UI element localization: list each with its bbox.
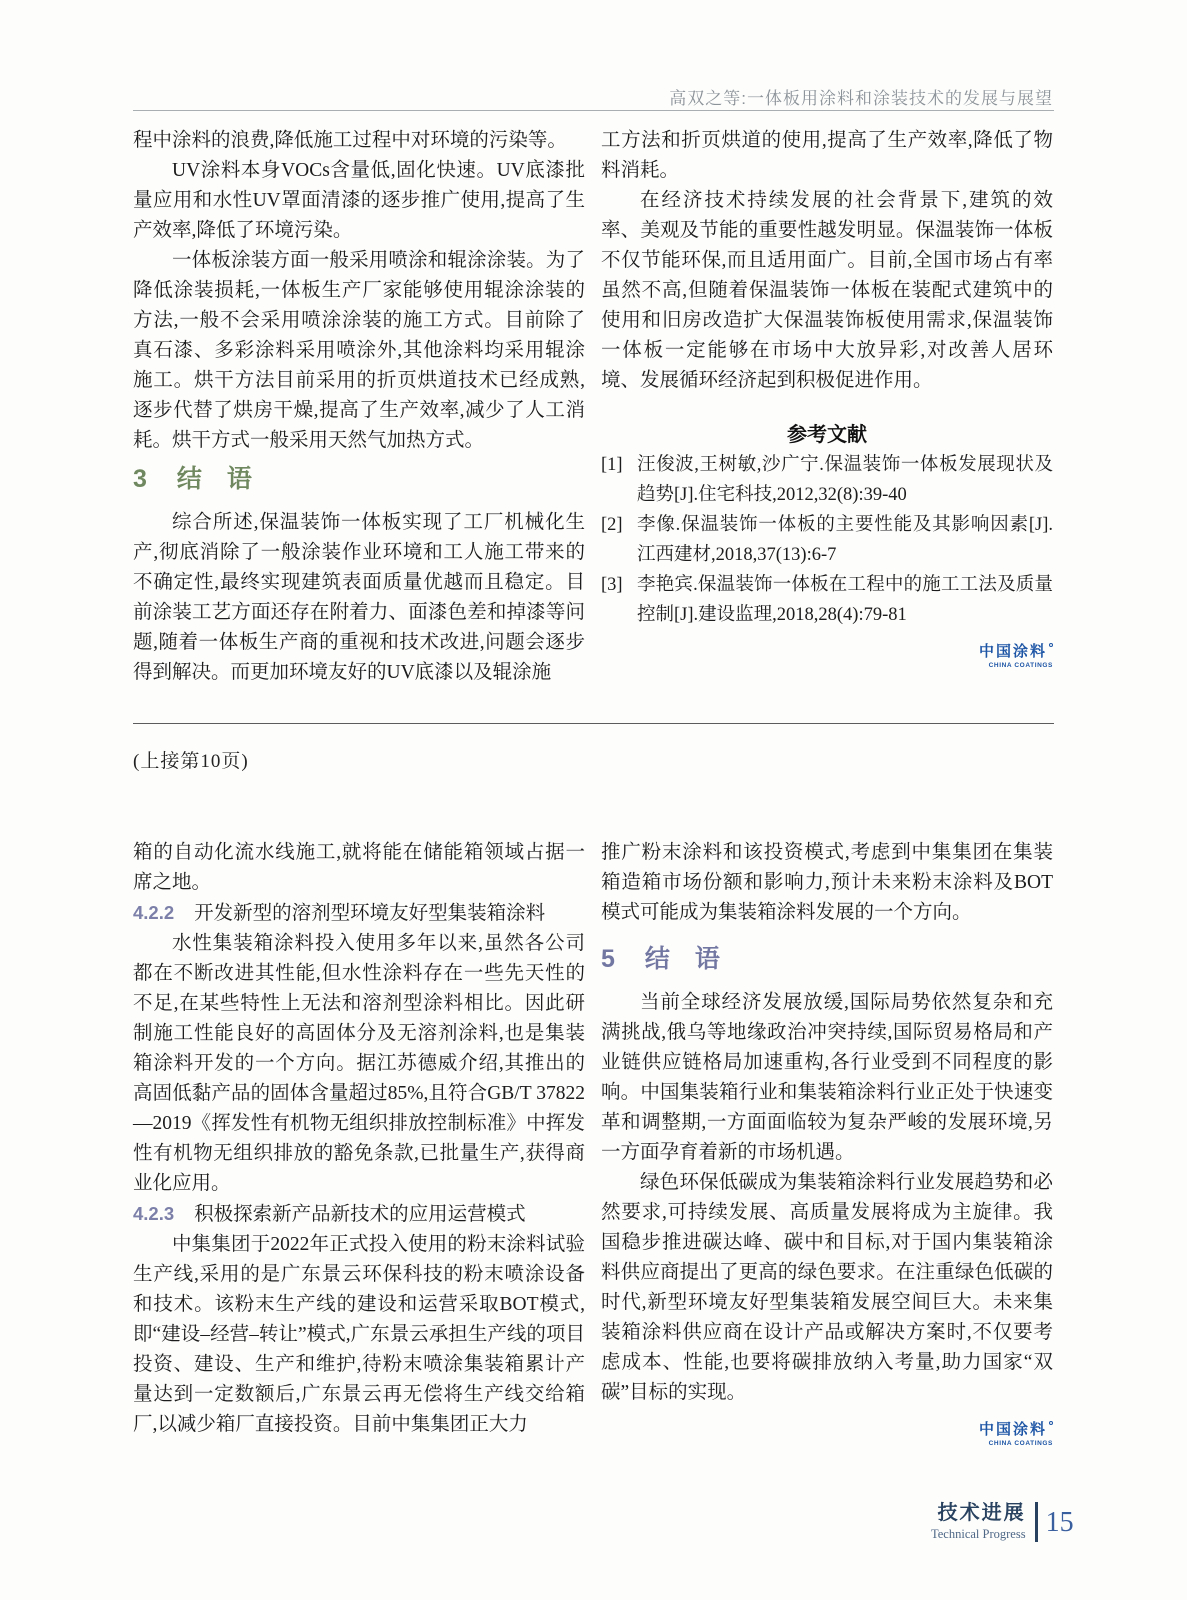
section-heading-conclusion-5 (601, 944, 1053, 974)
logo-text-zh: 中国涂料 (978, 643, 1047, 660)
logo-text-zh: 中国涂料 (978, 1421, 1047, 1438)
footer-section-zh: 技术进展 (937, 1502, 1026, 1524)
section-number: 3 (133, 465, 147, 493)
subsection-title: 开发新型的溶剂型环境友好型集装箱涂料 (194, 903, 546, 924)
trademark-mark (1049, 1421, 1053, 1425)
reference-text: 李艳宾.保温装饰一体板在工程中的施工工法及质量控制[J].建设监理,2018,28(4):79-81 (637, 575, 1053, 625)
reference-text: 李像.保温装饰一体板的主要性能及其影响因素[J].江西建材,2018,37(13):6-7 (637, 515, 1053, 565)
section-heading-conclusion-3 (133, 464, 585, 494)
footer-divider-bar (1035, 1502, 1038, 1542)
body-paragraph: 箱的自动化流水线施工,就将能在储能箱领域占据一席之地。 (133, 842, 585, 893)
body-paragraph: 一体板涂装方面一般采用喷涂和辊涂涂装。为了降低涂装损耗,一体板生产厂家能够使用辊涂涂装的方法,一般不会采用喷涂涂装的施工方式。目前除了真石漆、多彩涂料采用喷涂外,其他涂料均采用辊涂施工。烘干方法目前采用的折页烘道技术已经成熟,逐步代替了烘房干燥,提高了生产效率,减少了人工消耗。烘干方式一般采用天然气加热方式。 (133, 250, 585, 451)
subsection-heading-4-2-2 (133, 898, 585, 929)
logo-text-en: CHINA COATINGS (988, 1440, 1053, 1447)
article-divider-rule (133, 723, 1054, 724)
reference-item (601, 570, 1053, 630)
body-paragraph: 工方法和折页烘道的使用,提高了生产效率,降低了物料消耗。 (601, 130, 1053, 181)
reference-text: 汪俊波,王树敏,沙广宁.保温装饰一体板发展现状及趋势[J].住宅科技,2012,32(8):39-40 (637, 455, 1053, 505)
body-paragraph: 推广粉末涂料和该投资模式,考虑到中集集团在集装箱造箱市场份额和影响力,预计未来粉末涂料及BOT模式可能成为集装箱涂料发展的一个方向。 (601, 842, 1053, 923)
running-header-title: 高双之等:一体板用涂料和涂装技术的发展与展望 (669, 89, 1053, 108)
body-paragraph: 程中涂料的浪费,降低施工过程中对环境的污染等。 (133, 130, 567, 151)
reference-number: [3] (601, 575, 623, 595)
reference-item (601, 510, 1053, 570)
subsection-title: 积极探索新产品新技术的应用运营模式 (194, 1204, 526, 1225)
subsection-heading-4-2-3 (133, 1199, 585, 1230)
subsection-number: 4.2.3 (133, 1203, 175, 1224)
references-title: 参考文献 (787, 424, 867, 446)
page-footer (931, 1502, 1074, 1542)
logo-text-en: CHINA COATINGS (988, 662, 1053, 669)
reference-number: [2] (601, 515, 623, 535)
article1-left-column (133, 126, 585, 688)
body-paragraph: 绿色环保低碳成为集装箱涂料行业发展趋势和必然要求,可持续发展、高质量发展将成为主旋律。我国稳步推进碳达峰、碳中和目标,对于国内集装箱涂料供应商提出了更高的绿色要求。在注重绿色低碳的时代,新型环境友好型集装箱发展空间巨大。未来集装箱涂料供应商在设计产品或解决方案时,不仅要考虑成本、性能,也要将碳排放纳入考量,助力国家“双碳”目标的实现。 (601, 1172, 1053, 1403)
continuation-note: (上接第10页) (133, 751, 249, 772)
footer-section-labels (931, 1502, 1026, 1541)
section-title: 结 语 (644, 945, 720, 973)
article2-right-column (601, 838, 1053, 1447)
china-coatings-logo (601, 644, 1053, 669)
article2-left-column (133, 838, 585, 1440)
china-coatings-logo (601, 1422, 1053, 1447)
footer-section-en: Technical Progress (931, 1527, 1026, 1541)
subsection-number: 4.2.2 (133, 902, 175, 923)
page-number: 15 (1045, 1507, 1074, 1538)
body-paragraph: UV涂料本身VOCs含量低,固化快速。UV底漆批量应用和水性UV罩面清漆的逐步推广使用,提高了生产效率,降低了环境污染。 (133, 160, 585, 241)
article1-right-column (601, 126, 1053, 669)
body-paragraph: 水性集装箱涂料投入使用多年以来,虽然各公司都在不断改进其性能,但水性涂料存在一些先天性的不足,在某些特性上无法和溶剂型涂料相比。因此研制施工性能良好的高固体分及无溶剂涂料,也是集装箱涂料开发的一个方向。据江苏德威介绍,其推出的高固低黏产品的固体含量超过85%,且符合GB/T 37822—2019《挥发性有机物无组织排放控制标准》中挥发性有机物无组织排放的豁免条款,已批量生产,获得商业化应用。 (133, 933, 585, 1194)
section-number: 5 (601, 945, 615, 973)
body-paragraph: 中集集团于2022年正式投入使用的粉末涂料试验生产线,采用的是广东景云环保科技的粉末喷涂设备和技术。该粉末生产线的建设和运营采取BOT模式,即“建设–经营–转让”模式,广东景云承担生产线的项目投资、建设、生产和维护,待粉末喷涂集装箱累计产量达到一定数额后,广东景云再无偿将生产线交给箱厂,以减少箱厂直接投资。目前中集集团正大力 (133, 1234, 585, 1435)
header-rule (133, 110, 1054, 111)
body-paragraph: 当前全球经济发展放缓,国际局势依然复杂和充满挑战,俄乌等地缘政治冲突持续,国际贸易格局和产业链供应链格局加速重构,各行业受到不同程度的影响。中国集装箱行业和集装箱涂料行业正处于快速变革和调整期,一方面面临较为复杂严峻的发展环境,另一方面孕育着新的市场机遇。 (601, 992, 1053, 1163)
reference-number: [1] (601, 455, 623, 475)
section-title: 结 语 (176, 465, 252, 493)
body-paragraph: 在经济技术持续发展的社会背景下,建筑的效率、美观及节能的重要性越发明显。保温装饰一体板不仅节能环保,而且适用面广。目前,全国市场占有率虽然不高,但随着保温装饰一体板在装配式建筑中的使用和旧房改造扩大保温装饰板使用需求,保温装饰一体板一定能够在市场中大放异彩,对改善人居环境、发展循环经济起到积极促进作用。 (601, 190, 1053, 391)
body-paragraph: 综合所述,保温装饰一体板实现了工厂机械化生产,彻底消除了一般涂装作业环境和工人施工带来的不确定性,最终实现建筑表面质量优越而且稳定。目前涂装工艺方面还存在附着力、面漆色差和掉漆等问题,随着一体板生产商的重视和技术改进,问题会逐步得到解决。而更加环境友好的UV底漆以及辊涂施 (133, 512, 585, 683)
trademark-mark (1049, 643, 1053, 647)
reference-item (601, 450, 1053, 510)
